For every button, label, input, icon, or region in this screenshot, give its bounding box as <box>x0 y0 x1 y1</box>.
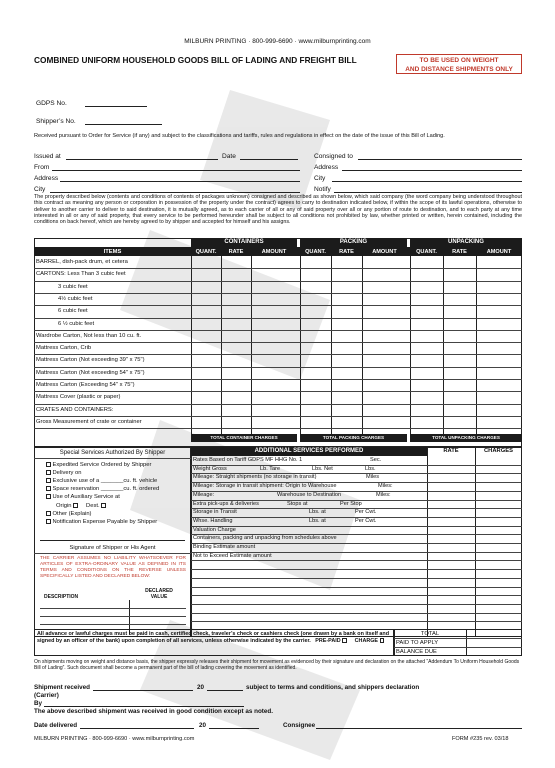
origin-label: Origin <box>56 503 72 509</box>
service-row-rule[interactable] <box>191 604 522 605</box>
service-row-field-label: Lb. Tare <box>260 465 281 472</box>
shipper-no-label: Shipper’s No. <box>36 118 76 125</box>
city-field[interactable] <box>50 192 300 193</box>
service-row-label: Extra pick-ups & deliveries <box>193 500 259 507</box>
items-col-header: ITEMS <box>103 249 122 255</box>
table-row-rule <box>34 391 522 392</box>
from-field[interactable] <box>52 170 300 171</box>
service-row-label: Mileage: Straight shipments (no storage in transit) <box>193 474 317 481</box>
date-delivered-field[interactable] <box>80 728 194 729</box>
special-item-1[interactable] <box>46 470 82 476</box>
address-right-label: Address <box>314 164 339 171</box>
service-row-rule[interactable] <box>191 613 522 614</box>
table-row-rule <box>34 268 522 269</box>
table-row-rule <box>34 428 522 429</box>
col-header-amount: AMOUNT <box>261 249 287 255</box>
service-row-rule[interactable] <box>191 560 522 561</box>
total-container-charges: TOTAL CONTAINER CHARGES <box>191 434 297 442</box>
service-row-rule[interactable] <box>191 595 522 596</box>
form-number: FORM #235 rev. 03/18 <box>452 736 509 742</box>
service-row-rule[interactable] <box>191 465 522 466</box>
service-row-field-label: Per Cwt. <box>355 517 377 524</box>
by-label: By <box>34 700 43 707</box>
checkbox[interactable] <box>46 462 51 467</box>
service-row-field-label: Lbs. <box>365 465 376 472</box>
by-field[interactable] <box>44 706 244 707</box>
checkbox[interactable] <box>46 494 51 499</box>
table-row: Gross Measurement of crate or container <box>36 418 142 425</box>
signature-label: Signature of Shipper or His Agent <box>69 545 156 551</box>
issued-at-label: Issued at <box>34 153 61 160</box>
col-header-rate: RATE <box>339 249 354 255</box>
total-label: TOTAL <box>420 631 440 637</box>
addendum-note: On shipments moving on weight and distance basis, the shipper expressly releases their shipment for movement as evidenced by their signature and declaration on the attached “Addendum To Uniform Household Goods Bill of Lading”. Such document shall become a permanent part of the bill of lading covering the movement as identified. <box>34 659 520 672</box>
liability-notice: THE CARRIER ASSUMES NO LIABILITY WHATSOEVER FOR ARTICLES OF EXTRA-ORDINARY VALUE AS DEFINED IN ITS TERMS AND CONDITIONS ON THE REVERSE UNLESS SPECIFICALLY LISTED AND DECLARED BELOW: <box>40 556 186 579</box>
notice-line-2: AND DISTANCE SHIPMENTS ONLY <box>405 66 513 73</box>
consignee-label: Consignee <box>283 722 316 729</box>
service-row-field-label: Lbs. at <box>309 517 326 524</box>
service-row-label: Not to Exceed Estimate amount <box>193 552 272 559</box>
service-row-field-label: Miles <box>366 474 380 481</box>
table-row: Mattress Cover (plastic or paper) <box>36 394 121 401</box>
address-label: Address <box>34 175 59 182</box>
table-row: Mattress Carton (Not exceeding 39" x 75") <box>36 357 145 364</box>
declared-row-3[interactable] <box>40 624 186 625</box>
service-row-label: Weight Gross <box>193 465 227 472</box>
checkbox[interactable] <box>46 478 51 483</box>
special-item-4[interactable] <box>46 494 120 500</box>
paid-to-apply-label: PAID TO APPLY <box>396 640 439 646</box>
declared-row-1[interactable] <box>40 608 186 609</box>
table-row: 4½ cubic feet <box>58 295 93 302</box>
service-row-rule[interactable] <box>191 587 522 588</box>
table-column-divider <box>476 256 477 434</box>
unpacking-header: UNPACKING <box>410 238 522 247</box>
consignee-field[interactable] <box>316 728 522 729</box>
table-row: CARTONS: Less Than 3 cubic feet <box>36 271 126 278</box>
service-row-rule[interactable] <box>191 491 522 492</box>
table-row-rule <box>34 305 522 306</box>
total-packing-charges: TOTAL PACKING CHARGES <box>300 434 407 442</box>
service-row-label: Mileage: Storage in transit shipment: Origin to Warehouse <box>193 483 337 490</box>
origin-dest-row <box>56 503 108 509</box>
service-row-field-label: Lbs. at <box>309 509 326 516</box>
additional-rate-header: RATE <box>443 448 459 454</box>
col-header-amount: AMOUNT <box>486 249 512 255</box>
table-row-rule <box>34 367 522 368</box>
col-header-amount: AMOUNT <box>372 249 397 255</box>
from-label: From <box>34 164 50 171</box>
table-column-divider <box>191 256 192 434</box>
col-header-quant: QUANT. <box>416 249 437 255</box>
special-item-3[interactable] <box>46 486 159 492</box>
table-column-divider <box>362 256 363 434</box>
special-item-2[interactable] <box>46 478 157 484</box>
footer-printer: MILBURN PRINTING · 800-999-6690 · www.milburnprinting.com <box>34 736 195 742</box>
service-row-field-label: Stops at <box>287 500 308 507</box>
city-right-label: City <box>314 175 326 182</box>
table-row: CRATES AND CONTAINERS: <box>36 406 114 413</box>
packing-header: PACKING <box>300 238 407 247</box>
table-row-rule <box>34 354 522 355</box>
service-row-field-label: Per Cwt. <box>355 509 377 516</box>
rate-divider <box>427 447 428 637</box>
charges-divider <box>475 447 476 637</box>
service-row-label: Whse. Handling <box>193 517 233 524</box>
table-row-rule <box>34 330 522 331</box>
value-header: VALUE <box>150 594 168 600</box>
checkbox[interactable] <box>46 470 51 475</box>
payment-terms <box>37 631 393 645</box>
additional-charges-header: CHARGES <box>484 448 513 454</box>
printer-header: MILBURN PRINTING · 800-999-6690 · www.milburnprinting.com <box>184 38 371 45</box>
checkbox[interactable] <box>46 511 51 516</box>
table-row: 6 cubic feet <box>58 308 88 315</box>
table-row-rule <box>34 404 522 405</box>
table-row: Mattress Carton (Not exceeding 54" x 75") <box>36 369 145 376</box>
service-row-field-label: Miles: <box>378 483 393 490</box>
notify-field[interactable] <box>334 192 522 193</box>
date-delivered-label: Date delivered <box>34 722 78 729</box>
good-condition-note: The above described shipment was received in good condition except as noted. <box>34 708 273 715</box>
table-column-divider <box>410 256 411 434</box>
notification-expense[interactable] <box>46 519 157 525</box>
year-2-label: 20 <box>199 722 207 729</box>
issued-at-field[interactable] <box>66 159 218 160</box>
totals-rule-1 <box>394 638 522 639</box>
service-row-rule[interactable] <box>191 569 522 570</box>
special-item-2-label: Exclusive use of a _______cu. ft. vehicle <box>52 478 158 484</box>
consigned-to-label: Consigned to <box>314 153 353 160</box>
special-title-rule <box>34 458 191 459</box>
address-right-field[interactable] <box>342 170 522 171</box>
table-row-rule <box>34 281 522 282</box>
year-2-field[interactable] <box>209 728 259 729</box>
additional-services-title: ADDITIONAL SERVICES PERFORMED <box>191 447 427 456</box>
consigned-to-field[interactable] <box>358 159 522 160</box>
other-explain[interactable] <box>46 511 91 517</box>
service-row-label: Binding Estimate amount <box>193 544 256 550</box>
address-field[interactable] <box>60 181 300 182</box>
table-row-rule <box>34 379 522 380</box>
subject-terms: subject to terms and conditions, and shippers declaration <box>246 684 420 691</box>
shipment-received-field[interactable] <box>93 690 193 691</box>
notification-expense-label: Notification Expense Payable by Shipper <box>52 519 158 525</box>
dest-checkbox[interactable] <box>101 503 106 508</box>
balance-due-label: BALANCE DUE <box>396 649 437 655</box>
origin-checkbox[interactable] <box>73 503 78 508</box>
signature-field[interactable] <box>40 540 185 541</box>
charge-label: CHARGE <box>354 638 379 645</box>
service-row-field-label: Sec. <box>370 457 382 463</box>
special-item-4-label: Use of Auxiliary Service at <box>52 494 120 500</box>
col-header-quant: QUANT. <box>305 249 326 255</box>
prepaid-checkbox[interactable] <box>342 638 347 643</box>
table-row: Mattress Carton, Crib <box>36 345 92 352</box>
totals-rule-2 <box>394 647 522 648</box>
intro-text: Received pursuant to Order for Service (if any) and subject to the classifications and tariffs, rules and regulations in effect on the date of the issue of this Bill of Lading. <box>34 133 445 139</box>
table-row-rule <box>34 318 522 319</box>
special-item-1-label: Delivery on <box>52 470 82 476</box>
totals-divider <box>466 629 467 656</box>
service-row-field-label: Lbs. Net <box>312 465 333 472</box>
special-item-0-label: Expedited Service Ordered by Shipper <box>52 462 152 468</box>
service-row-label: Valuation Charge <box>193 526 236 533</box>
service-row-field-label: Per Stop <box>340 500 362 507</box>
service-row-label: Containers, packing and unpacking from schedules above <box>193 535 337 542</box>
service-row-rule[interactable] <box>191 621 522 622</box>
table-row-rule <box>34 293 522 294</box>
col-header-quant: QUANT. <box>195 249 217 255</box>
table-column-divider <box>300 256 301 434</box>
service-row-field-label: Miles: <box>376 491 391 498</box>
table-row: 3 cubic feet <box>58 283 88 290</box>
declared-header: DECLARED <box>145 588 173 594</box>
payment-terms-text: All advance or lawful charges must be paid in cash, certified check, traveler’s check or cashiers check (one drawn by a bank on itself and signed by an officer of the bank) upon completion of all services, unless otherwise indicated by the carrier. <box>37 631 390 645</box>
service-row-field-label: Warehouse to Destination <box>277 491 342 498</box>
form-title: COMBINED UNIFORM HOUSEHOLD GOODS BILL OF LADING AND FREIGHT BILL <box>34 55 357 65</box>
year-1-field[interactable] <box>207 690 243 691</box>
service-row-rule[interactable] <box>191 578 522 579</box>
checkbox[interactable] <box>46 486 51 491</box>
description-header: DESCRIPTION <box>44 594 79 600</box>
service-row-rule[interactable] <box>191 526 522 527</box>
table-row: BARREL, dish-pack drum, et cetera <box>36 259 128 265</box>
year-1-label: 20 <box>197 684 205 691</box>
notice-line-1: TO BE USED ON WEIGHT <box>419 57 499 64</box>
special-item-0[interactable] <box>46 462 151 468</box>
table-row: Wardrobe Carton, Not less than 10 cu. ft. <box>36 332 142 339</box>
shipper-no-field[interactable] <box>85 124 162 125</box>
date-label: Date <box>222 153 236 160</box>
col-header-rate: RATE <box>452 249 467 255</box>
city-right-field[interactable] <box>332 181 522 182</box>
checkbox[interactable] <box>46 519 51 524</box>
service-row-label: Rates Based on Tariff GDPS MF HHG No. 1 <box>193 457 303 463</box>
dest-label: Dest. <box>86 503 100 509</box>
service-row-label: Mileage: <box>193 491 215 498</box>
table-row-rule <box>34 416 522 417</box>
special-services-title: Special Services Authorized By Shipper <box>59 450 166 456</box>
table-row-rule <box>34 342 522 343</box>
col-header-rate: RATE <box>228 249 244 255</box>
containers-header: CONTAINERS <box>191 238 297 247</box>
gdps-field[interactable] <box>85 106 147 107</box>
shipment-received-label: Shipment received <box>34 684 90 691</box>
weight-distance-notice <box>396 54 522 74</box>
city-label: City <box>34 186 46 193</box>
contract-text: The property described below (contents and conditions of contents of packages unknown) consigned and described as shown below, which said company (the word company being understood throughout this contract as meaning any person or corporation in possession of the property under the contract) agrees to carry to destination indicated below, if within the scope of its lawful operations, otherwise to deliver to another carrier to deliver to said destination, it is mutually agreed, as to each carrier of all or any of said property over all or any portion of route to destination, and to each party at any time interested in all or any of said property, that every service to be performed hereunder shall be subject to all conditions not prohibited by law, whether printed or written, herein contained, including the conditions on back hereof, which are hereby agreed to by shipper and accepted for himself and his assigns. <box>34 194 522 226</box>
charge-checkbox[interactable] <box>380 638 385 643</box>
special-item-3-label: Space reservation _______cu. ft. ordered <box>52 486 160 492</box>
table-row: 6 ½ cubic feet <box>58 320 95 327</box>
prepaid-label: PRE-PAID <box>315 638 341 645</box>
table-column-divider <box>331 256 332 434</box>
table-column-divider <box>221 256 222 434</box>
table-column-divider <box>251 256 252 434</box>
declared-row-2[interactable] <box>40 616 186 617</box>
table-row: Mattress Carton (Exceeding 54" x 75") <box>36 382 135 388</box>
signature-rule <box>34 553 191 554</box>
date-field[interactable] <box>240 159 298 160</box>
service-row-label: Storage in Transit <box>193 509 237 516</box>
total-unpacking-charges: TOTAL UNPACKING CHARGES <box>410 434 522 442</box>
other-explain-label: Other (Explain) <box>52 511 92 517</box>
carrier-label: (Carrier) <box>34 692 59 699</box>
table-column-divider <box>443 256 444 434</box>
gdps-label: GDPS No. <box>36 100 67 107</box>
notify-label: Notify <box>314 186 331 193</box>
